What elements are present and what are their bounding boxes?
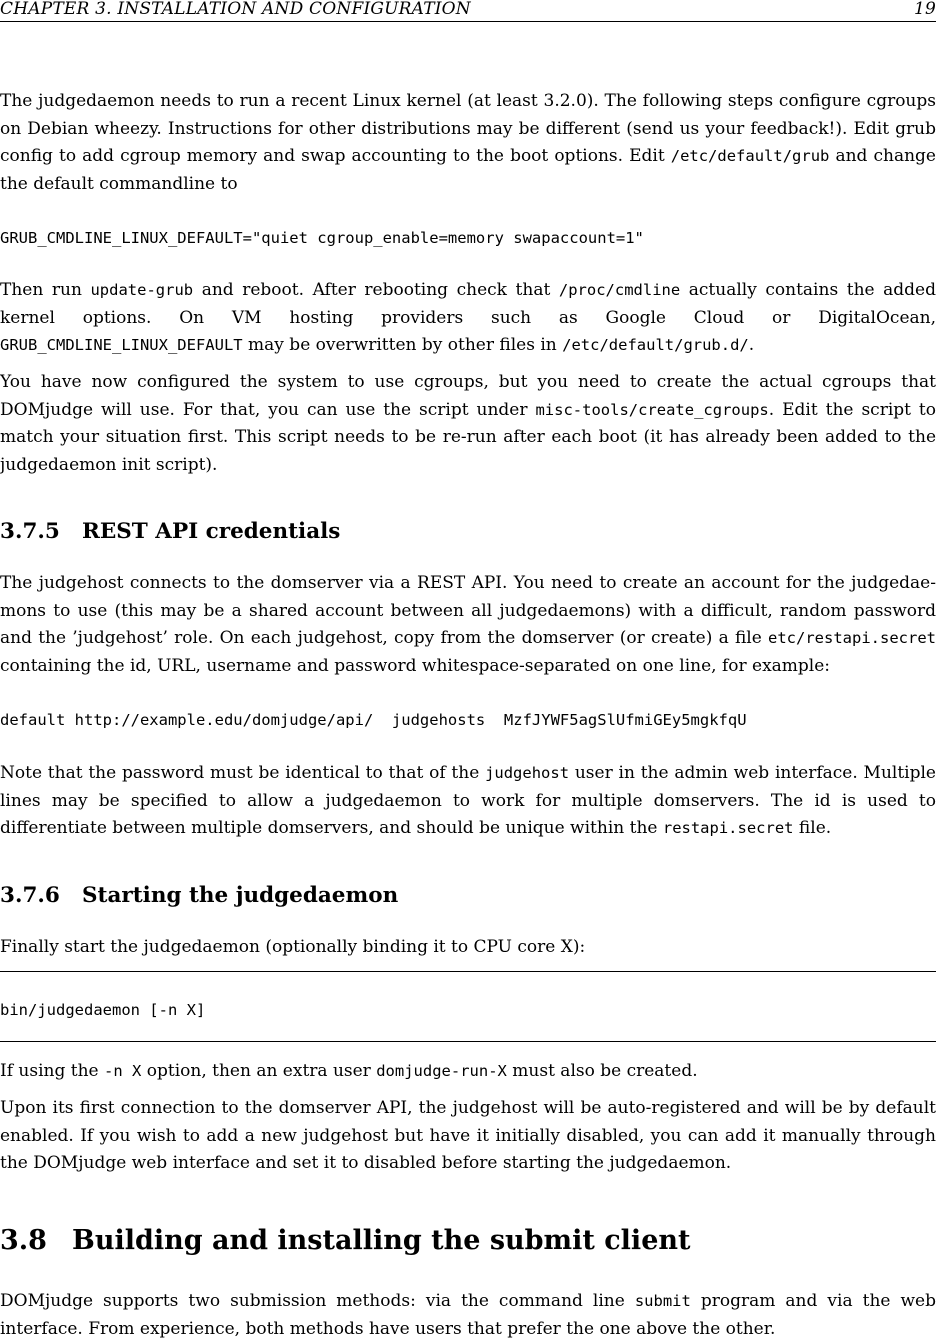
chapter-title: CHAPTER 3. INSTALLATION AND CONFIGURATION xyxy=(0,0,471,19)
running-header xyxy=(0,0,936,22)
inline-code: domjudge-run-X xyxy=(376,1062,507,1080)
inline-code: submit xyxy=(634,1292,691,1310)
submit-client-paragraph: DOMjudge supports two submission methods: via the command line submit program and via the web interface. From experience, both methods have users that prefer the one above the other. xyxy=(0,1291,936,1339)
inline-code: /etc/default/grub xyxy=(670,147,830,165)
rest-api-note-paragraph: Note that the password must be identical to that of the judgehost user in the admin web interface. Multiple lines may be specified to allow a judgedaemon to work for multiple domservers. The id is used to differentiate between multiple domservers, and should be unique within the restapi.secret file. xyxy=(0,763,936,838)
inline-code: update-grub xyxy=(90,281,194,299)
inline-code: -n X xyxy=(104,1062,142,1080)
code-block-bottom-rule xyxy=(0,1041,936,1042)
inline-code: restapi.secret xyxy=(662,819,794,837)
run-user-paragraph: If using the -n X option, then an extra user domjudge-run-X must also be created. xyxy=(0,1061,698,1081)
inline-code: judgehost xyxy=(485,764,570,782)
inline-code: etc/restapi.secret xyxy=(768,629,936,647)
code-judgedaemon-command: bin/judgedaemon [-n X] xyxy=(0,1001,206,1019)
rest-api-paragraph: The judgehost connects to the domserver via a REST API. You need to create an account for the judgedae-mons to use (this may be a shared account between all judgedaemons) with a difficult, random password and the ’judgehost’ role. On each judgehost, copy from the domserver (or create) a file etc/restapi.secret containing the id, URL, username and password whitespace-separated on one line, for example: xyxy=(0,573,936,676)
intro-paragraph-create-cgroups: You have now configured the system to use cgroups, but you need to create the actual cgroups that DOMjudge will use. For that, you can use the script under misc-tools/create_cgroups. Edit the script to match your situation first. This script needs to be re-run after each boot (it has already been added to the judgedaemon init script). xyxy=(0,372,936,475)
code-block-top-rule xyxy=(0,971,936,972)
starting-paragraph: Finally start the judgedaemon (optionally binding it to CPU core X): xyxy=(0,937,586,957)
page-number: 19 xyxy=(913,0,936,19)
intro-paragraph-cgroups: The judgedaemon needs to run a recent Linux kernel (at least 3.2.0). The following steps configure cgroups on Debian wheezy. Instructions for other distributions may be different (send us your feedback!). Edit grub config to add cgroup memory and swap accounting to the boot options. Edit /etc/default/grub and change the default commandline to xyxy=(0,91,936,194)
section-heading-submit-client: 3.8 Building and installing the submit client xyxy=(0,1225,691,1256)
inline-code: /proc/cmdline xyxy=(558,281,681,299)
inline-code: GRUB_CMDLINE_LINUX_DEFAULT xyxy=(0,336,243,354)
code-restapi-secret: default http://example.edu/domjudge/api/ judgehosts MzfJYWF5agSlUfmiGEy5mgkfqU xyxy=(0,711,747,729)
intro-paragraph-reboot: Then run update-grub and reboot. After rebooting check that /proc/cmdline actually contains the added kernel options. On VM hosting providers such as Google Cloud or DigitalOcean, GRUB_CMDLINE_LINUX_DEFAULT may be overwritten by other files in /etc/default/grub.d/. xyxy=(0,280,936,355)
section-heading-starting-judgedaemon: 3.7.6 Starting the judgedaemon xyxy=(0,883,399,908)
section-heading-rest-api: 3.7.5 REST API credentials xyxy=(0,519,341,544)
inline-code: /etc/default/grub.d/ xyxy=(562,336,749,354)
auto-register-paragraph: Upon its first connection to the domserver API, the judgehost will be auto-registered and will be by default enabled. If you wish to add a new judgehost but have it initially disabled, you can add it manually through the DOMjudge web interface and set it to disabled before starting the judgedaemon. xyxy=(0,1098,936,1173)
inline-code: misc-tools/create_cgroups xyxy=(535,400,769,419)
code-grub-cmdline: GRUB_CMDLINE_LINUX_DEFAULT="quiet cgroup_enable=memory swapaccount=1" xyxy=(0,229,644,247)
